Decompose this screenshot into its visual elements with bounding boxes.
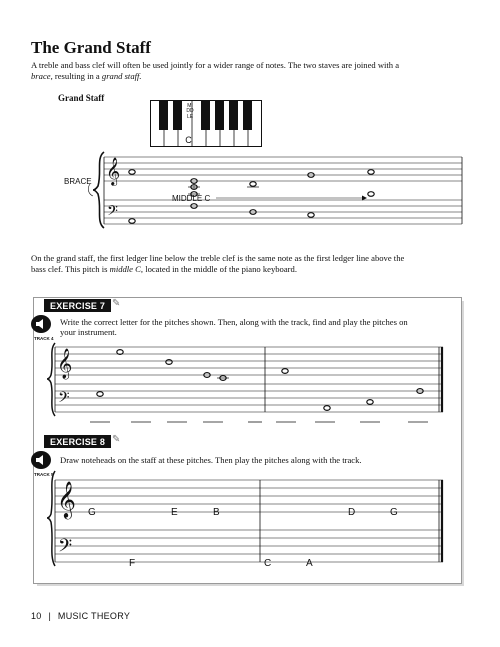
- middle-c-label: MIDDLE C: [172, 194, 211, 203]
- svg-text:𝄢: 𝄢: [58, 535, 73, 560]
- keyboard-key-label: C: [185, 135, 192, 145]
- svg-text:𝄢: 𝄢: [58, 389, 70, 409]
- treble-staff-lines: [104, 157, 462, 181]
- figure-caption: Grand Staff: [58, 93, 105, 103]
- exercise-7-instructions-2: your instrument.: [60, 327, 117, 337]
- page-footer: [31, 611, 130, 621]
- treble-clef: 𝄞: [106, 158, 121, 185]
- exercise-8-tab: EXERCISE 8: [44, 435, 111, 448]
- exercise-7-staff: [40, 340, 460, 430]
- exercise-7-track: TRACK 4: [34, 336, 54, 341]
- intro-line-1: A treble and bass clef will often be used jointly for a wider range of notes. The two staves are joined with a: [31, 60, 400, 70]
- page-title: The Grand Staff: [31, 38, 151, 57]
- keyboard-middle-label: MIDDLE: [186, 103, 194, 120]
- ex8-letter-g2: G: [390, 507, 398, 518]
- ex8-letter-f: F: [129, 558, 136, 569]
- pencil-icon: ✎: [112, 434, 121, 445]
- middle-c-notes: [191, 185, 374, 197]
- svg-text:𝄞: 𝄞: [57, 481, 76, 517]
- exercise-8-instructions: Draw noteheads on the staff at these pitches. Then play the pitches along with the track.: [60, 455, 362, 465]
- ex8-letter-g1: G: [88, 507, 96, 518]
- page-number: 10: [31, 611, 42, 621]
- treble-notes: [129, 170, 374, 187]
- ex8-letter-c: C: [264, 558, 272, 569]
- svg-text:𝄞: 𝄞: [57, 348, 73, 378]
- bass-notes: [129, 204, 314, 224]
- audio-track-icon[interactable]: [30, 450, 52, 470]
- exercise-8-track: TRACK 5: [34, 472, 54, 477]
- audio-track-icon[interactable]: [30, 314, 52, 334]
- piano-keyboard: [150, 100, 262, 147]
- footer-separator: |: [48, 611, 52, 621]
- ex8-letter-d: D: [348, 507, 356, 518]
- grand-staff-figure: [60, 148, 480, 233]
- intro-line-2: brace, resulting in a grand staff.: [31, 71, 142, 81]
- ex8-letter-b: B: [213, 507, 220, 518]
- bass-staff-lines: [104, 200, 462, 224]
- paragraph-2-line-2: bass clef. This pitch is middle C, located in the middle of the piano keyboard.: [31, 264, 297, 274]
- exercise-7-tab: EXERCISE 7: [44, 299, 111, 312]
- paragraph-2-line-1: On the grand staff, the first ledger line below the treble clef is the same note as the first ledger line above the: [31, 253, 405, 263]
- ex8-letter-a: A: [306, 558, 313, 569]
- footer-section: MUSIC THEORY: [57, 611, 131, 621]
- brace-label: BRACE: [64, 177, 92, 186]
- bass-clef: 𝄢: [107, 203, 118, 222]
- pencil-icon: ✎: [112, 298, 121, 309]
- ex8-letter-e: E: [171, 507, 178, 518]
- exercise-7-instructions-1: Write the correct letter for the pitches shown. Then, along with the track, find and play the pitches on: [60, 317, 408, 327]
- exercise-8-staff: [40, 468, 460, 578]
- brace-symbol: [93, 152, 104, 228]
